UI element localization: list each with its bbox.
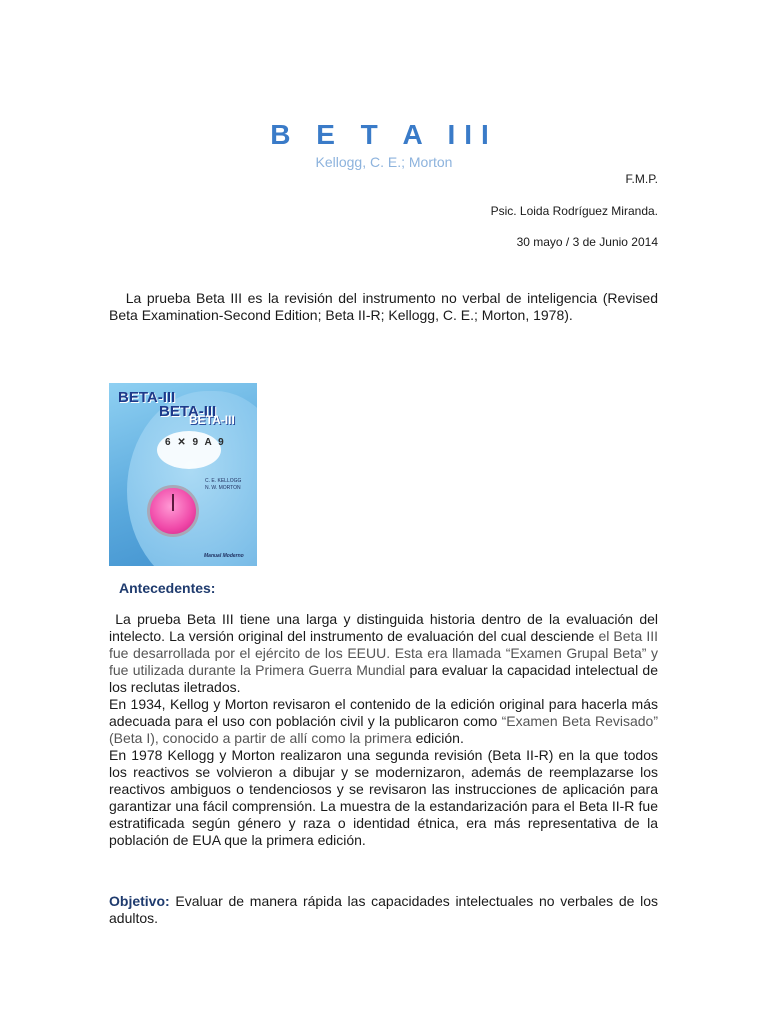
cover-title-2: BETA-III: [159, 403, 217, 420]
p2-part-a: En 1934, Kellog y Morton revisaron el contenido de la edición original para hacerla más adecuada para el uso con población civil y la publicaron como: [109, 696, 658, 729]
cover-title-1: BETA-III: [118, 389, 176, 406]
p2-part-c: edición.: [411, 730, 464, 746]
p1-part-c: para evaluar la capacidad intelectual de los reclutas iletrados.: [109, 662, 658, 695]
intro-paragraph: [109, 290, 658, 324]
cover-glyphs: 6 ✕ 9 A 9: [165, 437, 226, 448]
background-paragraph-3: En 1978 Kellogg y Morton realizaron una segunda revisión (Beta II-R) en la que todos los reactivos se volvieron a dibujar y se modernizaron, además de reemplazarse los reactivos ambiguos o tendenciosos y se revisaron las instrucciones de aplicación para garantizar una fácil comprensión. La muestra de la estandarización para el Beta II-R fue estratificada según género y raza o identidad étnica, era más representativa de la población de EUA que la primera edición.: [109, 747, 658, 848]
intro-text: La prueba Beta III es la revisión del instrumento no verbal de inteligencia (Revised Beta Examination-Second Edition; Beta II-R; Kellogg, C. E.; Morton, 1978).: [109, 290, 659, 323]
background-paragraph-2: [109, 696, 658, 747]
p2-part-b: “Examen Beta Revisado” (Beta I), conocido a partir de allí como la primera: [109, 713, 658, 746]
author-label: Psic. Loida Rodríguez Miranda.: [490, 204, 658, 218]
background-body: [109, 611, 658, 849]
p1-part-b: el Beta III fue desarrollada por el ejército de los EEUU. Esta era llamada “Examen Grupal Beta” y fue utilizada durante la Primera Guerra Mundial: [109, 628, 658, 678]
background-paragraph-1: [109, 611, 658, 696]
cover-title-3: BETA-III: [189, 413, 235, 427]
objective-text: Evaluar de manera rápida las capacidades intelectuales no verbales de los adultos.: [109, 893, 658, 926]
clock-icon: [147, 485, 199, 537]
document-title: B E T A III: [270, 119, 498, 150]
p1-part-a: La prueba Beta III tiene una larga y distinguida historia dentro de la evaluación del intelecto. La versión original del instrumento de evaluación del cual desciende: [109, 611, 658, 644]
cover-author-1: C. E. KELLOGG: [205, 478, 242, 484]
document-subtitle: Kellogg, C. E.; Morton: [315, 154, 453, 170]
cover-publisher: Manual Moderno: [204, 553, 244, 559]
institution-label: F.M.P.: [625, 172, 658, 186]
date-label: 30 mayo / 3 de Junio 2014: [516, 235, 658, 249]
objective-label: Objetivo:: [109, 893, 170, 909]
cover-author-2: N. W. MORTON: [205, 485, 241, 491]
cover-authors: [205, 478, 241, 492]
objective-paragraph: [109, 893, 658, 927]
background-heading: Antecedentes:: [119, 580, 216, 596]
book-cover-image: [109, 383, 257, 566]
